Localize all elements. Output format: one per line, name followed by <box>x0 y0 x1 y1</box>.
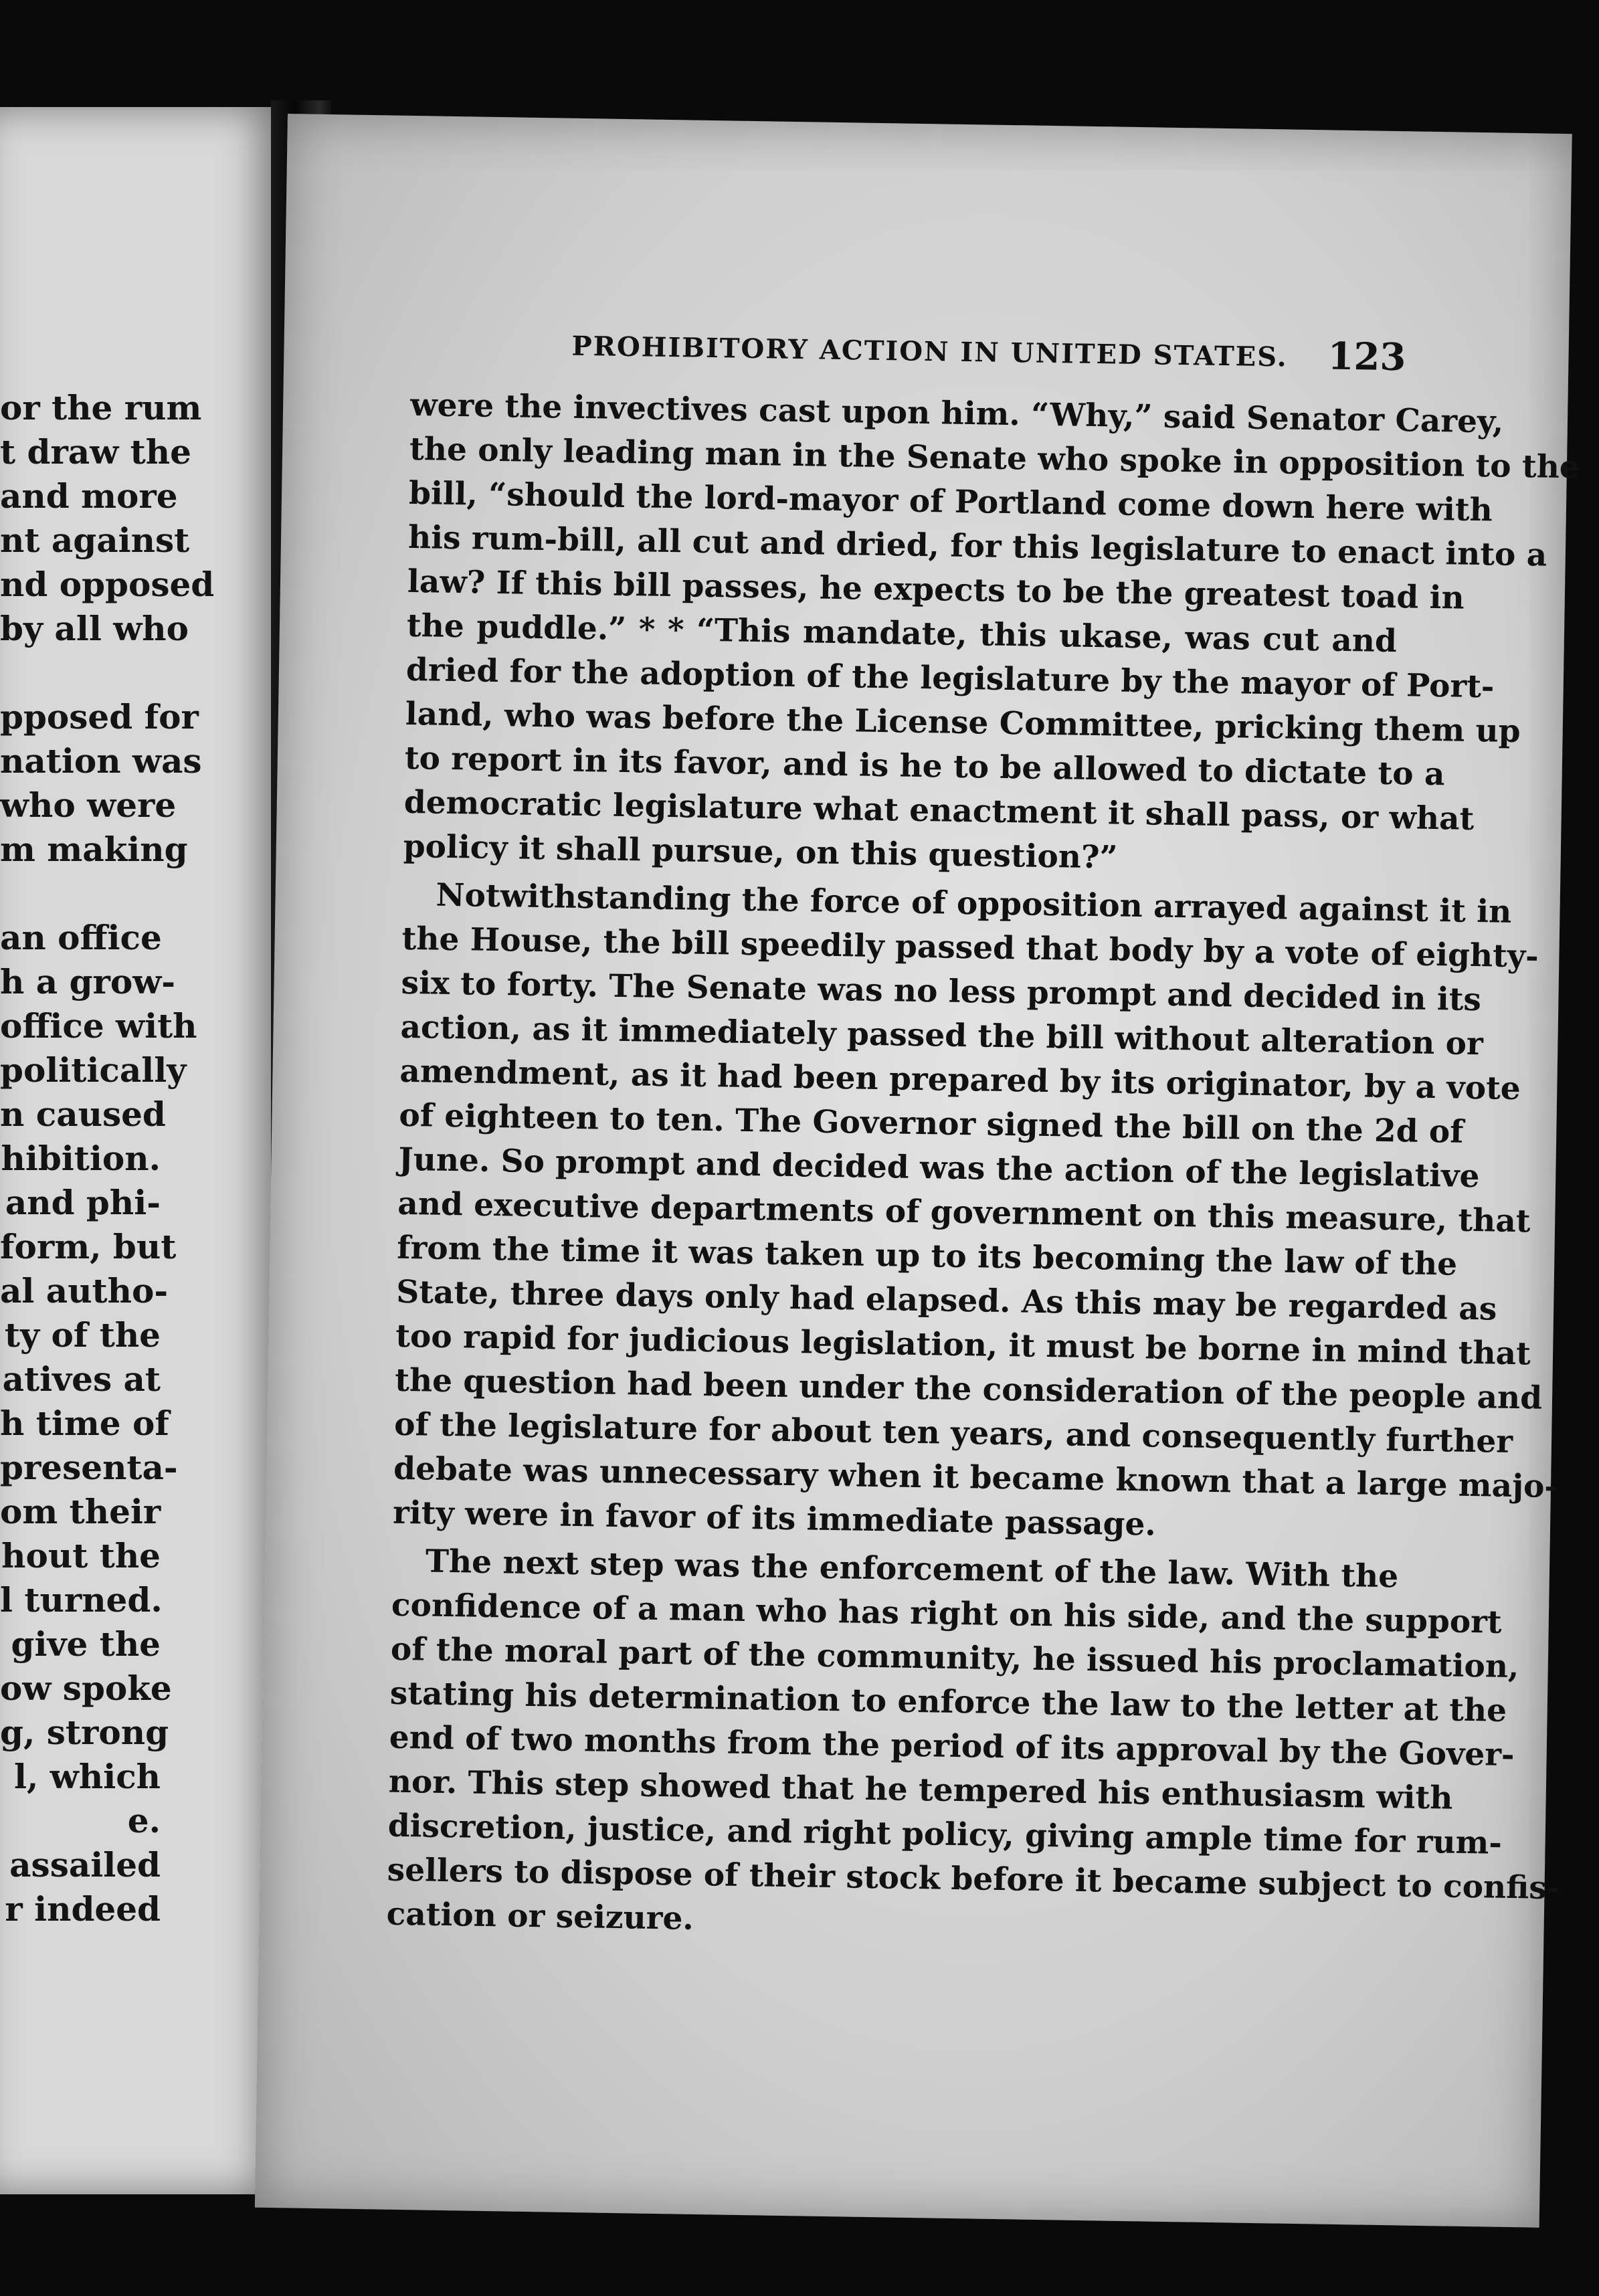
text-line: his rum-bill, all cut and dried, for this legislature to enact into a <box>407 518 1547 574</box>
left-page-line: om their <box>0 1492 161 1531</box>
body-text <box>386 383 1580 1952</box>
text-line: action, as it immediately passed the bill without alteration or <box>400 1008 1484 1063</box>
left-page-line: m making <box>0 830 188 869</box>
left-page-line: an office <box>0 918 162 957</box>
text-line: were the invectives cast upon him. “Why,” said Senator Carey, <box>409 386 1504 441</box>
text-line: policy it shall pursue, on this question?” <box>403 828 1118 876</box>
text-line: democratic legislature what enactment it shall pass, or what <box>403 783 1475 838</box>
text-line: land, who was before the License Committee, pricking them up <box>405 695 1521 751</box>
text-line: amendment, as it had been prepared by its originator, by a vote <box>399 1052 1521 1108</box>
text-line: law? If this bill passes, he expects to be the greatest toad in <box>407 563 1465 617</box>
paragraph <box>386 1539 1560 1952</box>
text-line: bill, “should the lord-mayor of Portland come down here with <box>408 474 1493 529</box>
text-line: of the legislature for about ten years, and consequently further <box>393 1406 1513 1461</box>
text-line: nor. This step showed that he tempered his enthusiasm with <box>388 1763 1453 1817</box>
text-line: sellers to dispose of their stock before it became subject to confis- <box>387 1851 1560 1907</box>
text-line: too rapid for judicious legislation, it must be borne in mind that <box>395 1317 1531 1373</box>
left-page-line: pposed for <box>0 697 199 737</box>
left-page-line: hibition. <box>1 1139 161 1178</box>
left-page-line: e. <box>127 1801 161 1840</box>
text-line: stating his determination to enforce the law to the letter at the <box>389 1675 1507 1729</box>
text-line: State, three days only had elapsed. As this may be regarded as <box>395 1273 1497 1328</box>
left-page-line: and phi- <box>5 1183 161 1222</box>
left-page-line: ow spoke <box>0 1668 172 1708</box>
text-line: the puddle.” * * “This mandate, this ukase, was cut and <box>406 607 1398 660</box>
text-line: cation or seizure. <box>386 1895 694 1937</box>
left-page-line: assailed <box>9 1845 161 1885</box>
left-page-line: h a grow- <box>0 962 176 1001</box>
text-line: end of two months from the period of its approval by the Gover- <box>389 1719 1515 1774</box>
left-page-line: t draw the <box>0 432 191 472</box>
text-line: of eighteen to ten. The Governor signed the bill on the 2d of <box>399 1096 1464 1151</box>
text-line: confidence of a man who has right on his side, and the support <box>391 1586 1503 1641</box>
text-line: the only leading man in the Senate who spoke in opposition to the <box>409 430 1580 486</box>
text-line: to report in its favor, and is he to be allowed to dictate to a <box>404 739 1445 793</box>
left-page-line: l, which <box>14 1757 161 1796</box>
left-page-line: ty of the <box>4 1315 161 1355</box>
left-page-line: nt against <box>0 520 190 560</box>
left-page-line: al autho- <box>0 1271 169 1311</box>
left-page-line: r indeed <box>5 1889 161 1929</box>
left-page-line: atives at <box>2 1359 161 1399</box>
text-line: debate was unnecessary when it became known that a large majo- <box>393 1450 1558 1506</box>
page-number: 123 <box>1327 334 1406 380</box>
text-line: June. So prompt and decided was the action of the legislative <box>398 1141 1480 1195</box>
left-page-line: presenta- <box>0 1448 178 1487</box>
text-line: rity were in favor of its immediate passage. <box>392 1494 1157 1543</box>
page-header <box>284 318 1542 385</box>
text-line: the question had been under the consideration of the people and <box>394 1361 1543 1417</box>
text-line: The next step was the enforcement of the law. With the <box>425 1543 1399 1596</box>
right-page <box>255 114 1580 2228</box>
text-line: the House, the bill speedily passed that body by a vote of eighty- <box>401 920 1539 975</box>
text-line: discretion, justice, and right policy, giving ample time for rum- <box>387 1807 1503 1862</box>
left-page-line: hout the <box>1 1536 161 1575</box>
left-page-line: h time of <box>0 1404 169 1443</box>
left-page-line: nd opposed <box>0 565 215 604</box>
paragraph <box>392 873 1558 1551</box>
running-head: PROHIBITORY ACTION IN UNITED STATES. <box>571 330 1288 373</box>
text-line: and executive departments of government on this measure, that <box>397 1185 1531 1240</box>
left-page-line: and more <box>0 476 178 516</box>
left-page-line: g, strong <box>0 1713 169 1752</box>
left-page-line: or the rum <box>0 388 202 427</box>
left-page <box>0 107 281 2194</box>
left-page-line: who were <box>0 785 177 825</box>
left-page-line: office with <box>0 1006 197 1046</box>
text-line: from the time it was taken up to its becoming the law of the <box>396 1229 1458 1283</box>
text-line: of the moral part of the community, he issued his proclamation, <box>390 1630 1519 1686</box>
text-line: six to forty. The Senate was no less prompt and decided in its <box>401 964 1482 1019</box>
text-line: Notwithstanding the force of opposition arrayed against it in <box>436 876 1512 931</box>
left-page-line: nation was <box>0 741 202 781</box>
left-page-line: form, but <box>0 1227 177 1266</box>
text-line: dried for the adoption of the legislature by the mayor of Port- <box>405 651 1495 706</box>
left-page-line: l turned. <box>0 1580 163 1620</box>
left-page-line: politically <box>0 1050 187 1090</box>
paragraph <box>403 383 1580 884</box>
left-page-line: n caused <box>0 1094 166 1134</box>
left-page-line: by all who <box>0 609 189 648</box>
left-page-line: give the <box>11 1624 161 1664</box>
